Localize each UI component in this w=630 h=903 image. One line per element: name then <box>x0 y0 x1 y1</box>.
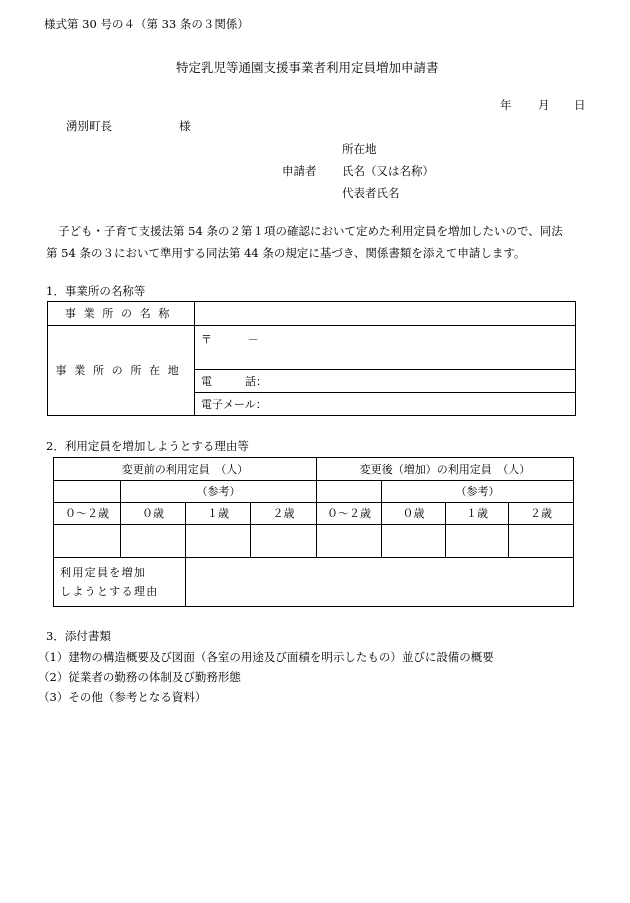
before-age-0-2-header: ０～２歳 <box>54 503 121 525</box>
office-info-table <box>47 301 576 416</box>
body-text-line2: 第 54 条の３において準用する同法第 44 条の規定に基づき、関係書類を添えて申請します。 <box>46 246 526 260</box>
after-age-2-header: ２歳 <box>509 503 574 525</box>
applicant-address-label: 所在地 <box>342 142 377 156</box>
after-capacity-header: 変更後（増加）の利用定員 （人） <box>317 458 574 481</box>
after-age-2-value[interactable] <box>509 525 574 558</box>
office-location-label: 事業所の所在地 <box>48 326 195 416</box>
attachment-item-1: （1）建物の構造概要及び図面（各室の用途及び面積を明示したもの）並びに設備の概要 <box>38 650 494 664</box>
after-reference-header: （参考） <box>382 481 574 503</box>
applicant-rep-label: 代表者氏名 <box>342 186 400 200</box>
before-reference-header: （参考） <box>121 481 317 503</box>
section3-heading: 3．添付書類 <box>46 629 111 643</box>
form-number: 様式第 30 号の４（第 33 条の３関係） <box>44 17 249 31</box>
postal-dash: － <box>247 333 259 346</box>
before-age-0-2-blank <box>54 481 121 503</box>
before-age-2-header: ２歳 <box>251 503 317 525</box>
body-text-line1: 子ども・子育て支援法第 54 条の２第１項の確認において定めた利用定員を増加したいので、同法 <box>58 224 563 238</box>
applicant-label: 申請者 <box>282 164 317 178</box>
before-age-1-value[interactable] <box>186 525 251 558</box>
phone-cell[interactable] <box>195 370 576 393</box>
after-age-0-2-value[interactable] <box>317 525 382 558</box>
date-day: 日 <box>574 98 586 112</box>
email-label: 電子メール： <box>201 397 267 411</box>
after-age-1-value[interactable] <box>446 525 509 558</box>
capacity-table <box>53 457 574 607</box>
reason-label: 利用定員を増加 しようとする理由 <box>54 558 186 607</box>
attachment-item-2: （2）従業者の勤務の体制及び勤務形態 <box>38 670 241 684</box>
applicant-name-label: 氏名（又は名称） <box>342 164 434 178</box>
phone-label: 電 話： <box>201 374 267 388</box>
after-age-0-2-header: ０～２歳 <box>317 503 382 525</box>
document-title: 特定乳児等通園支援事業者利用定員増加申請書 <box>176 60 439 75</box>
before-age-2-value[interactable] <box>251 525 317 558</box>
honorific: 様 <box>179 119 191 133</box>
before-age-1-header: １歳 <box>186 503 251 525</box>
attachment-item-3: （3）その他（参考となる資料） <box>38 690 207 704</box>
date-year: 年 <box>500 98 512 112</box>
before-age-0-2-value[interactable] <box>54 525 121 558</box>
after-age-1-header: １歳 <box>446 503 509 525</box>
after-age-0-value[interactable] <box>382 525 446 558</box>
after-age-0-2-blank <box>317 481 382 503</box>
before-age-0-header: ０歳 <box>121 503 186 525</box>
before-capacity-header: 変更前の利用定員 （人） <box>54 458 317 481</box>
after-age-0-header: ０歳 <box>382 503 446 525</box>
postal-cell[interactable] <box>195 326 576 370</box>
office-name-label: 事業所の名称 <box>48 302 195 326</box>
section1-heading: 1．事業所の名称等 <box>46 284 146 298</box>
before-age-0-value[interactable] <box>121 525 186 558</box>
reason-value[interactable] <box>186 558 574 607</box>
date-month: 月 <box>538 98 550 112</box>
addressee: 湧別町長 <box>66 119 112 133</box>
postal-mark: 〒 <box>201 333 212 346</box>
office-name-value[interactable] <box>195 302 576 326</box>
section2-heading: 2．利用定員を増加しようとする理由等 <box>46 439 249 453</box>
email-cell[interactable] <box>195 393 576 416</box>
